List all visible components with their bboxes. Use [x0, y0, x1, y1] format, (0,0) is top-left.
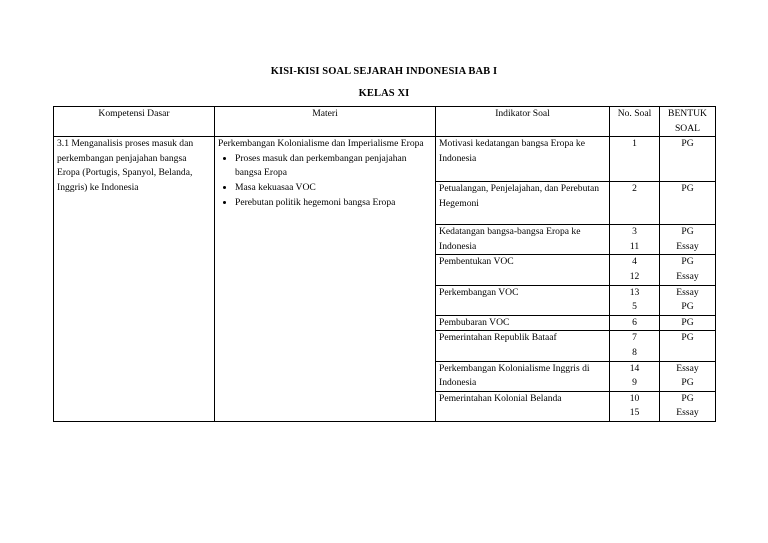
bentuk-soal-cell: PG Essay — [660, 391, 716, 421]
indikator-cell: Pembentukan VOC — [436, 255, 610, 285]
header-indikator-soal: Indikator Soal — [436, 107, 610, 137]
indikator-cell: Motivasi kedatangan bangsa Eropa ke Indonesia — [436, 137, 610, 182]
header-no-soal: No. Soal — [610, 107, 660, 137]
document-subtitle: KELAS XI — [358, 88, 410, 99]
no-soal-cell: 2 — [610, 182, 660, 225]
indikator-cell: Petualangan, Penjelajahan, dan Perebutan Hegemoni — [436, 182, 610, 225]
no-soal-cell: 7 8 — [610, 331, 660, 361]
kisi-kisi-table — [53, 106, 716, 422]
bentuk-soal-cell: PG — [660, 315, 716, 331]
no-soal-cell: 14 9 — [610, 361, 660, 391]
bentuk-soal-cell: Essay PG — [660, 361, 716, 391]
bentuk-soal-cell: Essay PG — [660, 285, 716, 315]
bentuk-soal-cell: PG Essay — [660, 255, 716, 285]
no-soal-cell: 3 11 — [610, 225, 660, 255]
list-item: • Proses masuk dan perkembangan penjajahan bangsa Eropa — [235, 152, 432, 181]
bentuk-soal-cell: PG — [660, 331, 716, 361]
kompetensi-dasar-text: 3.1 Menganalisis proses masuk dan perkembangan penjajahan bangsa Eropa (Portugis, Spanyol, Belanda, Inggris) ke Indonesia — [57, 138, 194, 193]
materi-list — [218, 152, 432, 210]
no-soal-cell: 4 12 — [610, 255, 660, 285]
indikator-cell: Perkembangan VOC — [436, 285, 610, 315]
indikator-cell: Perkembangan Kolonialisme Inggris di Indonesia — [436, 361, 610, 391]
list-item: • Masa kekuasaa VOC — [235, 181, 432, 196]
indikator-cell: Pembubaran VOC — [436, 315, 610, 331]
document-title: KISI-KISI SOAL SEJARAH INDONESIA BAB I — [270, 66, 498, 77]
no-soal-cell: 1 — [610, 137, 660, 182]
table-row — [54, 137, 716, 182]
header-materi: Materi — [215, 107, 436, 137]
indikator-cell: Pemerintahan Kolonial Belanda — [436, 391, 610, 421]
bentuk-soal-cell: PG — [660, 137, 716, 182]
no-soal-cell: 10 15 — [610, 391, 660, 421]
kompetensi-dasar-cell — [54, 137, 215, 422]
bentuk-soal-cell: PG Essay — [660, 225, 716, 255]
indikator-cell: Kedatangan bangsa-bangsa Eropa ke Indonesia — [436, 225, 610, 255]
table-header-row — [54, 107, 716, 137]
header-kompetensi-dasar: Kompetensi Dasar — [54, 107, 215, 137]
list-item: • Perebutan politik hegemoni bangsa Eropa — [235, 196, 432, 211]
no-soal-cell: 13 5 — [610, 285, 660, 315]
bentuk-soal-cell: PG — [660, 182, 716, 225]
indikator-cell: Pemerintahan Republik Bataaf — [436, 331, 610, 361]
materi-cell — [215, 137, 436, 422]
materi-intro: Perkembangan Kolonialisme dan Imperialisme Eropa — [218, 138, 424, 150]
no-soal-cell: 6 — [610, 315, 660, 331]
header-bentuk-soal: BENTUK SOAL — [660, 107, 716, 137]
